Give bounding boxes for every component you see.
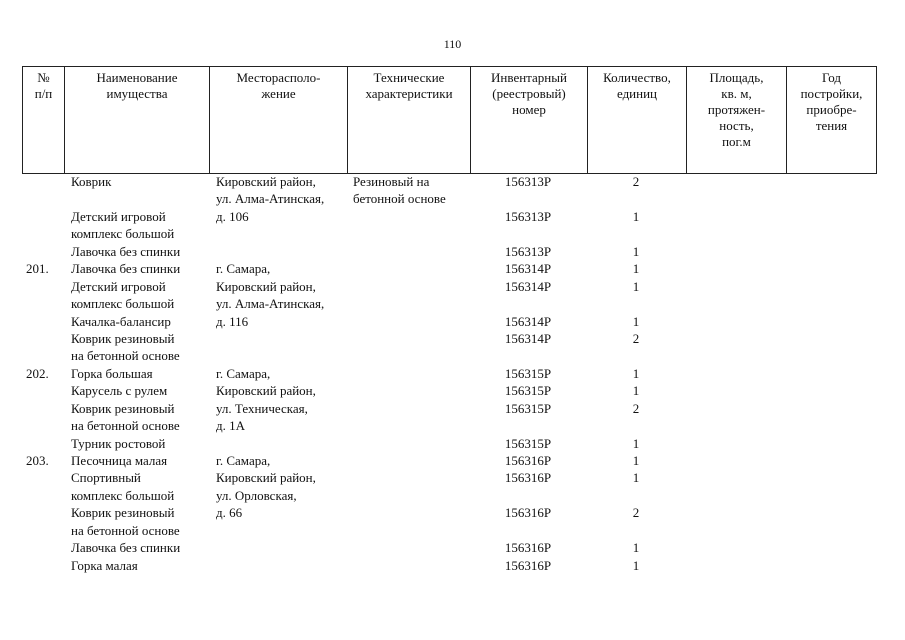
item-quantity: 1 [632,557,640,573]
item-quantity: 1 [632,453,640,468]
item-name: Лавочка без спинки [71,243,181,259]
table-row [0,278,905,295]
item-name: Коврик резиновый [71,330,175,346]
item-inventory-number: 156314Р [504,261,552,277]
item-name: комплекс большой [71,296,175,312]
item-quantity: 2 [632,505,640,521]
table-row [0,400,905,417]
item-inventory-number: 156316Р [504,470,552,486]
item-quantity: 1 [632,383,640,399]
item-location: Кировский район, [216,174,316,189]
item-quantity: 1 [632,540,640,556]
header-inventory-number: Инвентарный (реестровый) номер [471,67,588,174]
table-row [0,225,905,242]
item-location: д. 116 [216,313,249,329]
item-quantity: 1 [632,365,640,381]
item-quantity: 1 [632,435,640,451]
item-quantity: 1 [632,243,640,259]
item-name: Карусель с рулем [71,383,168,399]
row-number: 202. [26,365,49,381]
table-row [0,190,905,207]
item-location: ул. Техническая, [216,400,308,416]
row-number: 203. [26,453,49,468]
item-location: г. Самара, [216,365,271,381]
item-name: Коврик резиновый [71,505,175,521]
item-location: ул. Алма-Атинская, [216,296,325,312]
item-name: Коврик резиновый [71,400,175,416]
item-location: г. Самара, [216,453,271,468]
item-location: ул. Орловская, [216,487,297,503]
item-name: Горка большая [71,365,153,381]
item-name: Качалка-балансир [71,313,171,329]
table-row [0,330,905,347]
item-location: ул. Алма-Атинская, [216,191,325,207]
page-number: 110 [443,37,462,51]
header-row [23,67,877,174]
header-area: Площадь, кв. м, протяжен- ность, пог.м [687,67,787,174]
item-inventory-number: 156314Р [504,313,552,329]
header-name: Наименование имущества [65,67,210,174]
item-inventory-number: 156316Р [504,505,552,521]
item-inventory-number: 156316Р [504,557,552,573]
table-row [0,243,905,260]
item-inventory-number: 156315Р [504,435,552,451]
item-inventory-number: 156314Р [504,278,552,294]
item-location: Кировский район, [216,470,316,486]
item-inventory-number: 156315Р [504,383,552,399]
table-row [0,469,905,486]
item-quantity: 1 [632,261,640,277]
item-name: Спортивный [71,470,141,486]
item-inventory-number: 156313Р [504,174,552,189]
item-inventory-number: 156313Р [504,208,552,224]
item-location: д. 66 [216,505,243,521]
table-row [0,487,905,504]
table-row [0,557,905,574]
table-row [0,539,905,556]
header-technical: Технические характеристики [348,67,471,174]
item-inventory-number: 156313Р [504,243,552,259]
item-location: г. Самара, [216,261,271,277]
item-location: Кировский район, [216,383,316,399]
item-inventory-number: 156316Р [504,453,552,468]
table-row [0,522,905,539]
item-name: Коврик [71,174,112,189]
item-name: на бетонной основе [71,522,180,538]
item-technical: бетонной основе [353,191,446,207]
item-name: комплекс большой [71,487,175,503]
item-inventory-number: 156316Р [504,540,552,556]
table-row [0,452,905,469]
table-body [0,173,905,574]
table-row [0,208,905,225]
header-number: № п/п [23,67,65,174]
table-row [0,504,905,521]
item-quantity: 2 [632,174,640,189]
item-name: Детский игровой [71,208,166,224]
item-location: д. 106 [216,208,249,224]
table-row [0,347,905,364]
item-inventory-number: 156315Р [504,365,552,381]
table-row [0,435,905,452]
item-name: Детский игровой [71,278,166,294]
item-name: на бетонной основе [71,418,180,434]
item-name: Песочница малая [71,453,168,468]
table-row [0,260,905,277]
item-technical: Резиновый на [353,174,430,189]
item-quantity: 1 [632,208,640,224]
table-row [0,365,905,382]
header-quantity: Количество, единиц [588,67,687,174]
item-name: Горка малая [71,557,138,573]
item-name: на бетонной основе [71,348,180,364]
header-year: Год постройки, приобре- тения [787,67,877,174]
table-row [0,382,905,399]
item-name: Лавочка без спинки [71,261,181,277]
item-quantity: 1 [632,278,640,294]
item-quantity: 2 [632,330,640,346]
table-row [0,313,905,330]
item-name: Турник ростовой [71,435,166,451]
item-name: комплекс большой [71,226,175,242]
item-quantity: 2 [632,400,640,416]
header-location: Месторасполо- жение [210,67,348,174]
table-row [0,417,905,434]
table-row [0,173,905,190]
item-quantity: 1 [632,313,640,329]
item-location: д. 1А [216,418,246,434]
item-name: Лавочка без спинки [71,540,181,556]
item-quantity: 1 [632,470,640,486]
table-header [22,66,877,174]
item-inventory-number: 156315Р [504,400,552,416]
table-row [0,295,905,312]
item-inventory-number: 156314Р [504,330,552,346]
row-number: 201. [26,261,49,277]
item-location: Кировский район, [216,278,316,294]
